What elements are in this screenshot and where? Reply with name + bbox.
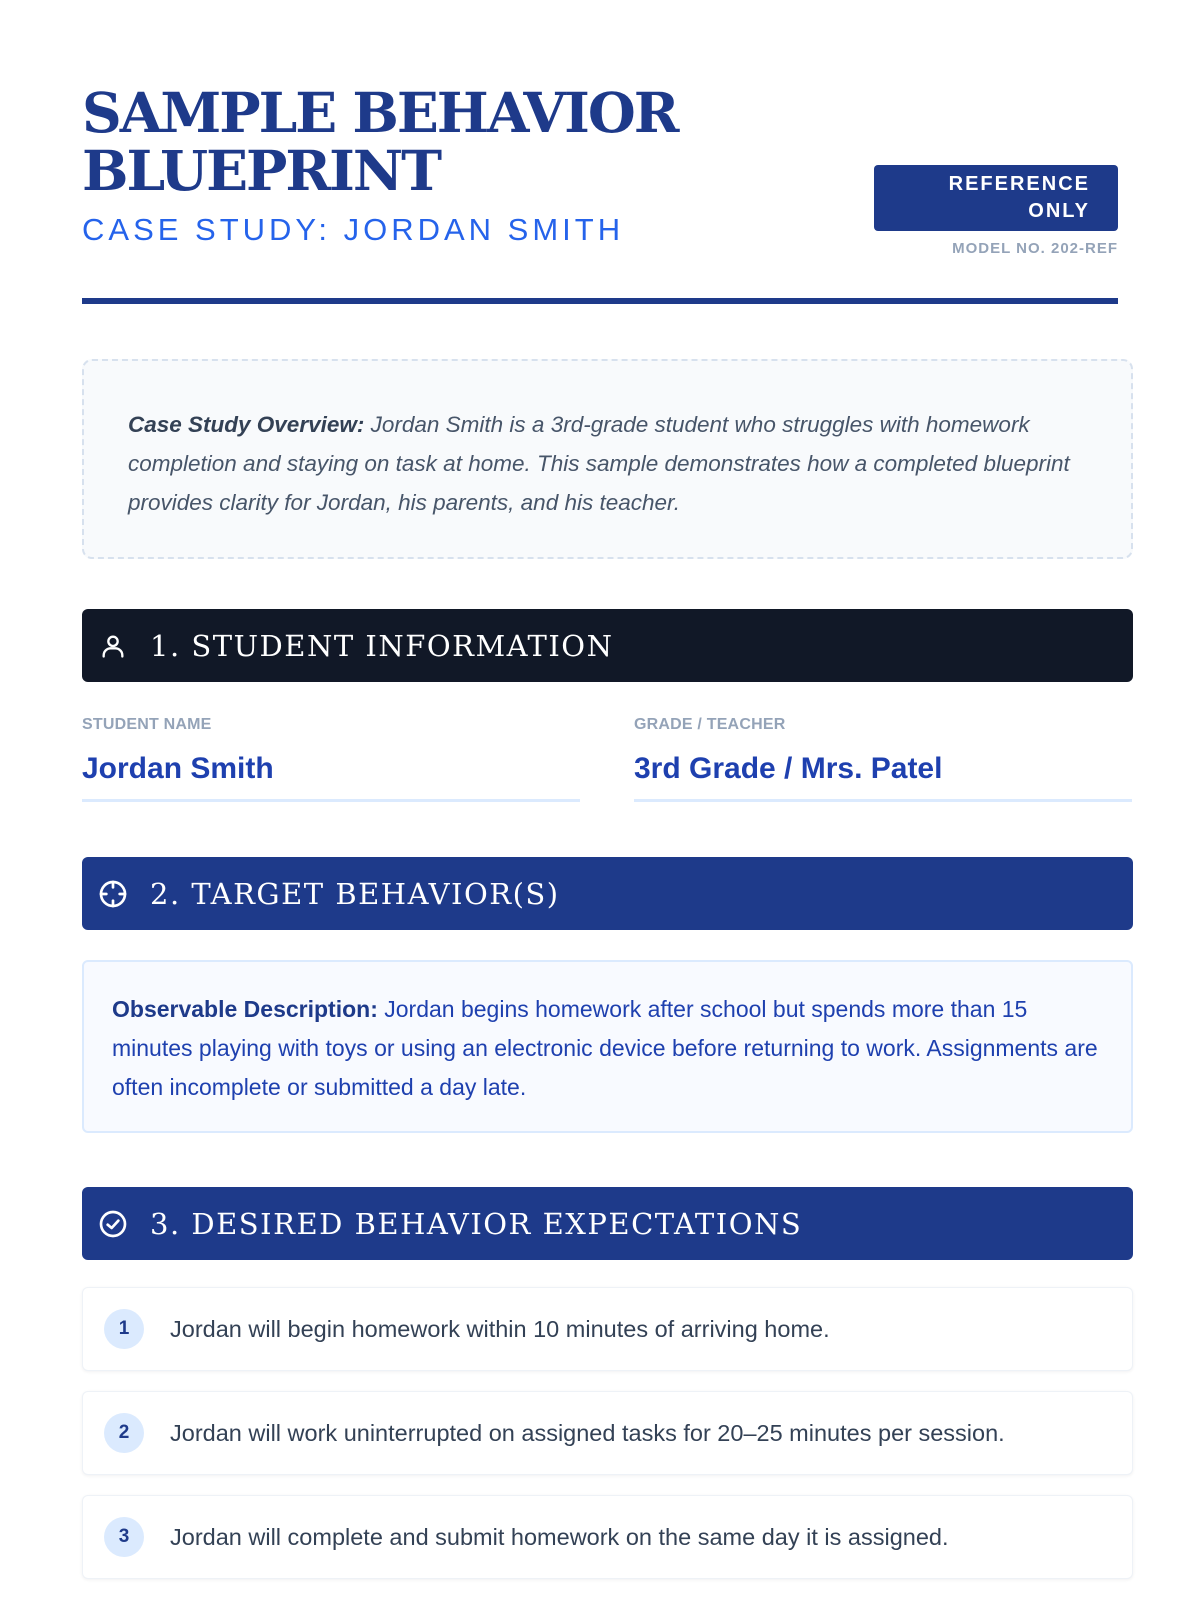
section-student-information bbox=[82, 609, 1133, 682]
check-circle-icon bbox=[96, 1207, 130, 1241]
crosshair-icon bbox=[96, 877, 130, 911]
item-text: Jordan will complete and submit homework on the same day it is assigned. bbox=[170, 1523, 949, 1550]
student-name-value: Jordan Smith bbox=[82, 752, 274, 785]
list-item bbox=[82, 1287, 1133, 1371]
page-header bbox=[82, 0, 1118, 305]
overview-label: Case Study Overview: bbox=[128, 412, 365, 437]
model-number: MODEL NO. 202-REF bbox=[952, 240, 1118, 257]
list-item bbox=[82, 1391, 1133, 1475]
section-title: 1. STUDENT INFORMATION bbox=[150, 628, 614, 663]
item-text: Jordan will begin homework within 10 minutes of arriving home. bbox=[170, 1315, 830, 1342]
grade-teacher-field bbox=[634, 716, 1132, 802]
reference-badge: REFERENCE ONLY bbox=[874, 165, 1118, 231]
observable-description bbox=[82, 960, 1133, 1133]
grade-teacher-value: 3rd Grade / Mrs. Patel bbox=[634, 752, 943, 785]
item-number-badge: 3 bbox=[104, 1517, 144, 1557]
overview-text: Jordan Smith is a 3rd-grade student who struggles with homework completion and staying on task at home. This sample demonstrates how a completed blueprint provides clarity for Jordan, his parents, and his teacher. bbox=[128, 412, 1070, 515]
student-name-field bbox=[82, 716, 580, 802]
header-divider bbox=[82, 298, 1118, 304]
item-text: Jordan will work uninterrupted on assigned tasks for 20–25 minutes per session. bbox=[170, 1419, 1005, 1446]
item-number-badge: 2 bbox=[104, 1413, 144, 1453]
list-item bbox=[82, 1495, 1133, 1579]
item-number-badge: 1 bbox=[104, 1309, 144, 1349]
student-name-label: STUDENT NAME bbox=[82, 716, 212, 733]
section-target-behaviors bbox=[82, 857, 1133, 930]
case-study-overview bbox=[82, 359, 1133, 559]
observable-text: Jordan begins homework after school but spends more than 15 minutes playing with toys or using an electronic device before returning to work. Assignments are often incomplete or submitted a day late. bbox=[112, 996, 1098, 1100]
section-desired-expectations bbox=[82, 1187, 1133, 1260]
grade-teacher-label: GRADE / TEACHER bbox=[634, 716, 786, 733]
section-title: 2. TARGET BEHAVIOR(S) bbox=[150, 876, 560, 911]
page-title: SAMPLE BEHAVIOR BLUEPRINT bbox=[82, 80, 678, 203]
user-icon bbox=[96, 629, 130, 663]
section-title: 3. DESIRED BEHAVIOR EXPECTATIONS bbox=[150, 1206, 803, 1241]
observable-label: Observable Description: bbox=[112, 996, 378, 1022]
page-subtitle: CASE STUDY: JORDAN SMITH bbox=[82, 212, 625, 247]
